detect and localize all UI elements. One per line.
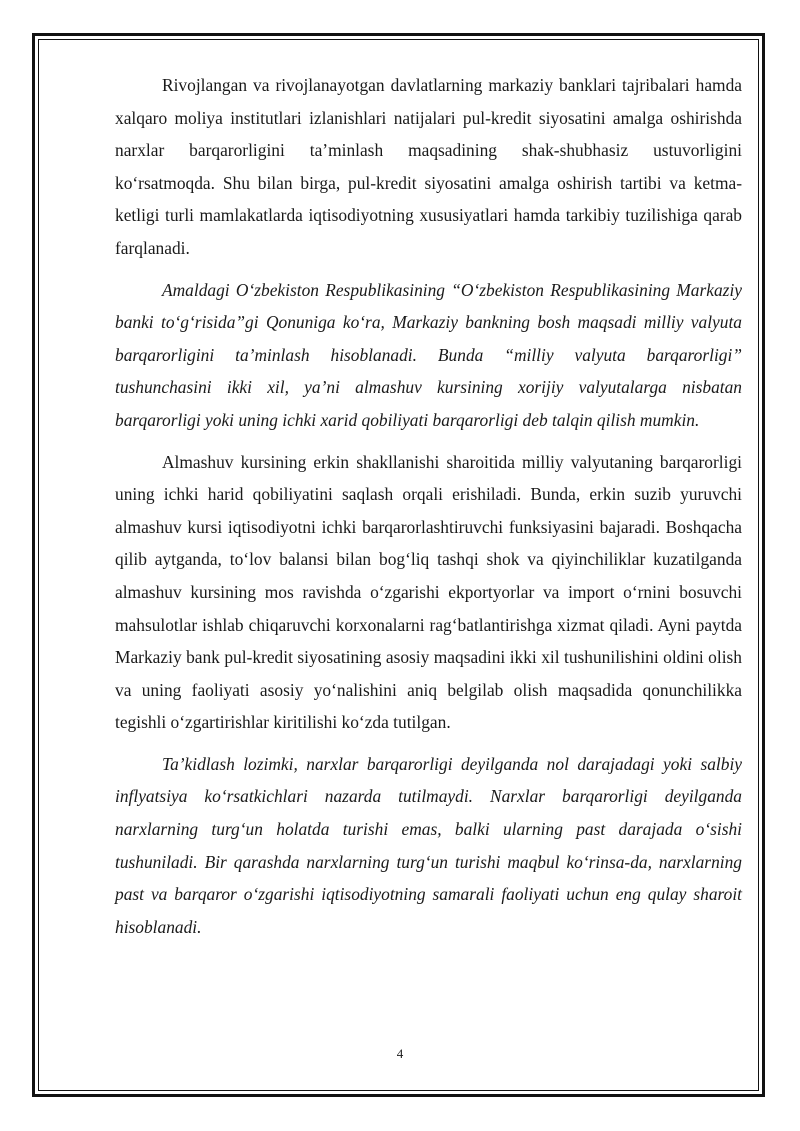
paragraph-4: Ta’kidlash lozimki, narxlar barqarorligi deyilganda nol darajadagi yoki salbiy inflyatsiya ko‘rsatkichlari nazarda tutilmaydi. Narxlar barqarorligi deyilganda narxlarning turg‘un holatda turishi emas, balki ularning past darajada o‘sishi tushuniladi. Bir qarashda narxlarning turg‘un turishi maqbul ko‘rinsa-da, narxlarning past va barqaror o‘zgarishi iqtisodiyotning samarali faoliyati uchun eng qulay sharoit hisoblanadi. xyxy=(115,753,742,937)
paragraph-3: Almashuv kursining erkin shakllanishi sharoitida milliy valyutaning barqarorligi uning ichki harid qobiliyatini saqlash orqali erishiladi. Bunda, erkin suzib yuruvchi almashuv kursi iqtisodiyotni ichki barqarorlashtiruvchi funksiyasini bajaradi. Boshqacha qilib aytganda, to‘lov balansi bilan bog‘liq tashqi shok va qiyinchiliklar kuzatilganda almashuv kursining mos ravishda o‘zgarishi ekportyorlar va import o‘rnini bosuvchi mahsulotlar ishlab chiqaruvchi korxonalarni rag‘batlantirishga xizmat qiladi. Ayni paytda Markaziy bank pul-kredit siyosatining asosiy maqsadini ikki xil tushunilishini oldini olish va uning faoliyati asosiy yo‘nalishini aniq belgilab olish maqsadida qonunchilikka tegishli o‘zgartirishlar kiritilishi ko‘zda tutilgan. xyxy=(115,451,742,733)
paragraph-2: Amaldagi O‘zbekiston Respublikasining “O‘zbekiston Respublikasining Markaziy banki to‘g‘risida”gi Qonuniga ko‘ra, Markaziy bankning bosh maqsadi milliy valyuta barqarorligini ta’minlash hisoblanadi. Bunda “milliy valyuta barqarorligi” tushunchasini ikki xil, ya’ni almashuv kursining xorijiy valyutalarga nisbatan barqarorligi yoki uning ichki xarid qobiliyati barqarorligi deb talqin qilish mumkin. xyxy=(115,279,742,430)
document-body xyxy=(115,69,742,952)
page-number: 4 xyxy=(396,1046,404,1061)
paragraph-1: Rivojlangan va rivojlanayotgan davlatlarning markaziy banklari tajribalari hamda xalqaro moliya institutlari izlanishlari natijalari pul-kredit siyosatini amalga oshirishda narxlar barqarorligini ta’minlash maqsadining shak-shubhasiz ustuvorligini ko‘rsatmoqda. Shu bilan birga, pul-kredit siyosatini amalga oshirish tartibi va ketma-ketligi turli mamlakatlarda iqtisodiyotning xususiyatlari hamda tarkibiy tuzilishiga qarab farqlanadi. xyxy=(115,75,742,258)
